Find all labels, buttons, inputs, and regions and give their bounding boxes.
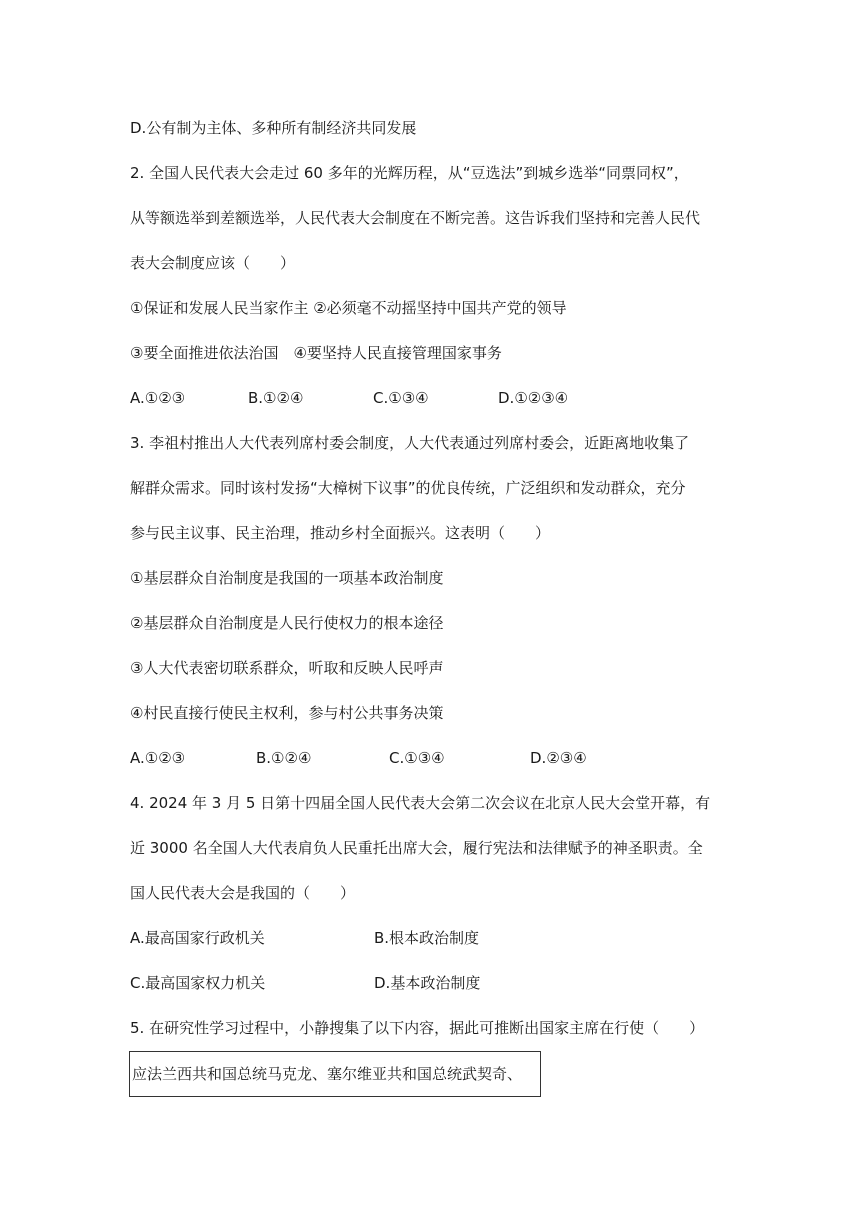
q3-stem-line-1: 3. 李祖村推出人大代表列席村委会制度，人大代表通过列席村委会，近距离地收集了 [130, 434, 690, 452]
q2-stem-line-1: 2. 全国人民代表大会走过 60 多年的光辉历程，从“豆选法”到城乡选举“同票同权”， [130, 164, 689, 182]
q2-stem-line-3: 表大会制度应该（ ） [130, 254, 296, 272]
q3-statement-3: ③人大代表密切联系群众，听取和反映人民呼声 [130, 659, 444, 677]
q2-stem-line-2: 从等额选举到差额选举，人民代表大会制度在不断完善。这告诉我们坚持和完善人民代 [130, 209, 701, 227]
q4-stem-line-1: 4. 2024 年 3 月 5 日第十四届全国人民代表大会第二次会议在北京人民大会堂开幕，有 [130, 794, 711, 812]
q3-option-c: C.①③④ [389, 749, 445, 767]
q3-option-d: D.②③④ [530, 749, 587, 767]
q2-option-c: C.①③④ [373, 389, 429, 407]
q4-stem-line-2: 近 3000 名全国人大代表肩负人民重托出席大会，履行宪法和法律赋予的神圣职责。全 [130, 839, 703, 857]
q2-statement-2: ③要全面推进依法治国 ④要坚持人民直接管理国家事务 [130, 344, 502, 362]
q5-stem-line-1: 5. 在研究性学习过程中，小静搜集了以下内容，据此可推断出国家主席在行使（ ） [130, 1019, 705, 1037]
q4-option-a: A.最高国家行政机关 [130, 929, 265, 947]
q2-option-a: A.①②③ [130, 389, 186, 407]
q2-option-b: B.①②④ [248, 389, 304, 407]
q2-option-d: D.①②③④ [498, 389, 569, 407]
q5-material-box [129, 1051, 541, 1097]
q4-option-b: B.根本政治制度 [374, 929, 480, 947]
q3-stem-line-2: 解群众需求。同时该村发扬“大樟树下议事”的优良传统，广泛组织和发动群众，充分 [130, 479, 686, 497]
q4-option-c: C.最高国家权力机关 [130, 974, 266, 992]
q3-stem-line-3: 参与民主议事、民主治理，推动乡村全面振兴。这表明（ ） [130, 524, 551, 542]
q3-statement-2: ②基层群众自治制度是人民行使权力的根本途径 [130, 614, 444, 632]
q2-statement-1: ①保证和发展人民当家作主 ②必须毫不动摇坚持中国共产党的领导 [130, 299, 567, 317]
q4-option-d: D.基本政治制度 [374, 974, 481, 992]
q3-option-a: A.①②③ [130, 749, 186, 767]
q3-statement-4: ④村民直接行使民主权利，参与村公共事务决策 [130, 704, 444, 722]
q3-option-b: B.①②④ [256, 749, 312, 767]
q4-stem-line-3: 国人民代表大会是我国的（ ） [130, 884, 356, 902]
q1-option-d: D.公有制为主体、多种所有制经济共同发展 [130, 119, 417, 137]
q5-material-text: 应法兰西共和国总统马克龙、塞尔维亚共和国总统武契奇、 [132, 1065, 523, 1083]
q3-statement-1: ①基层群众自治制度是我国的一项基本政治制度 [130, 569, 444, 587]
